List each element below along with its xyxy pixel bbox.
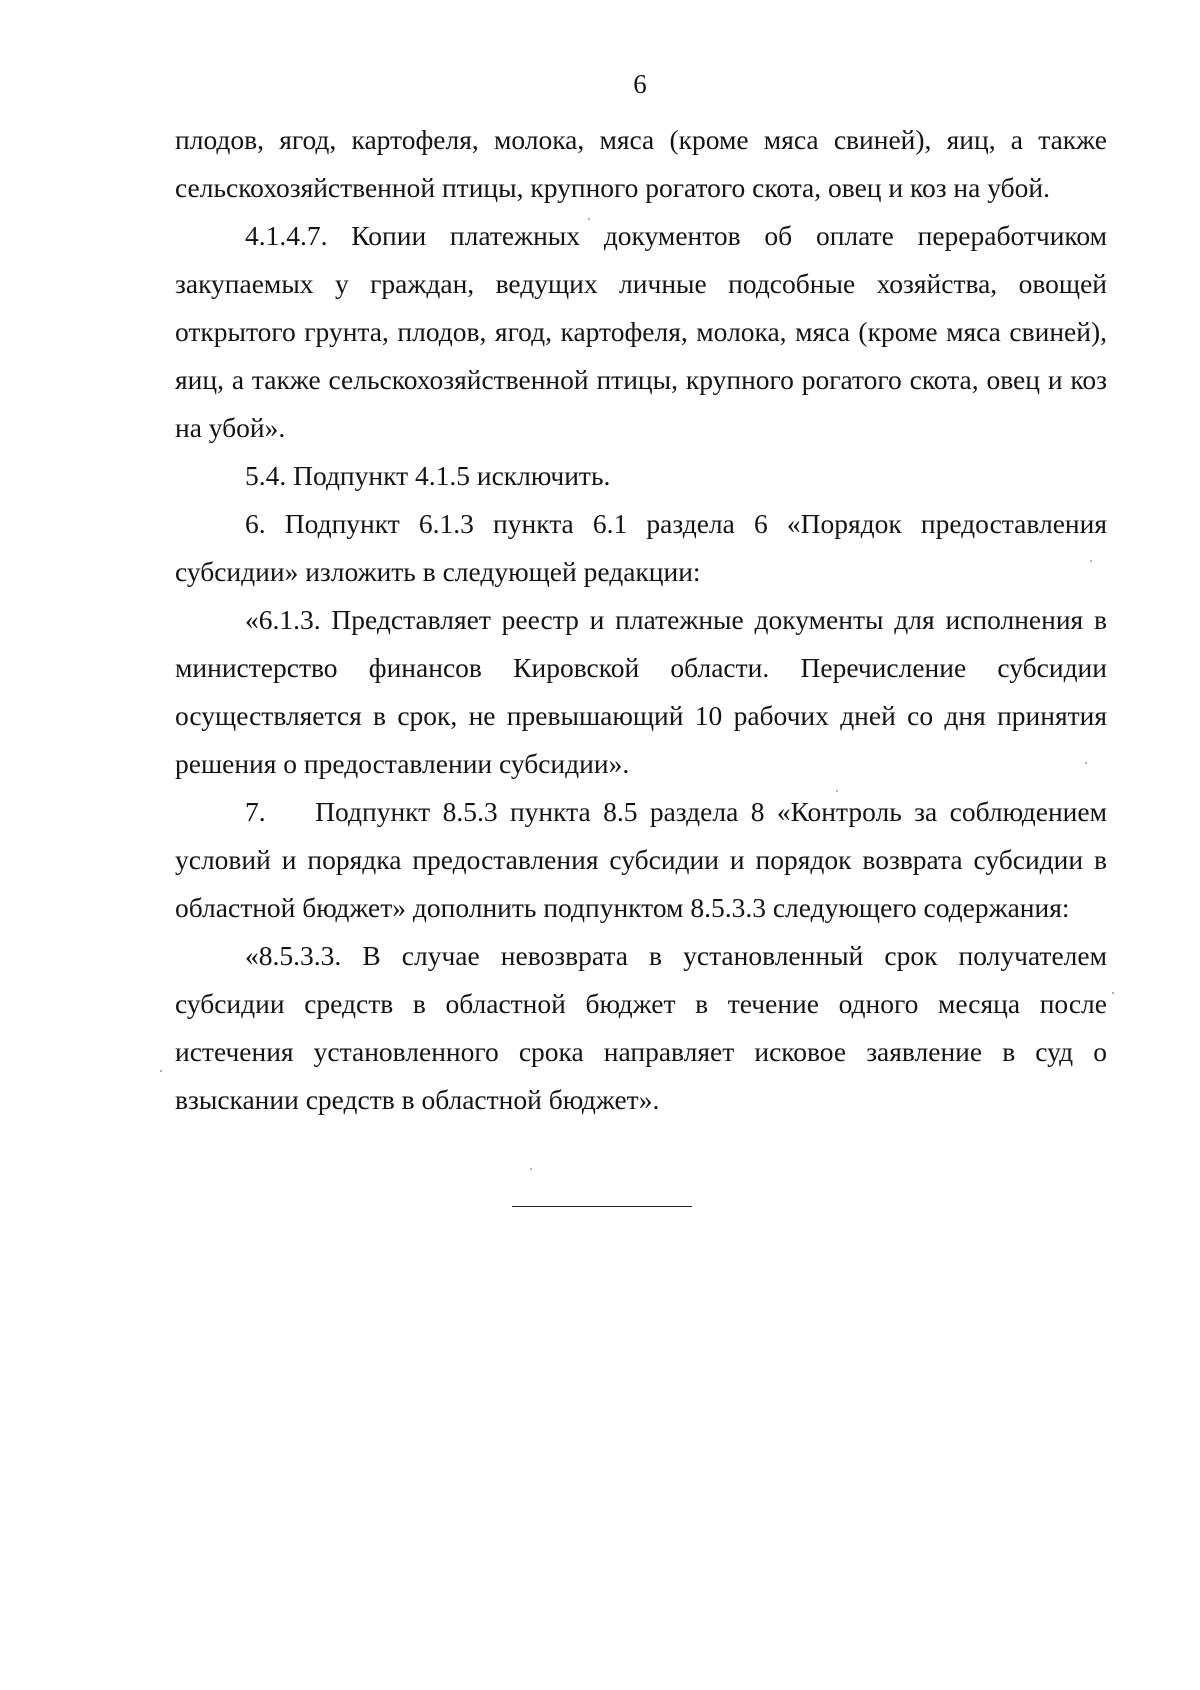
- paragraph-6-1-3-quote: «6.1.3. Представляет реестр и платежные документы для исполнения в министерство финансов Кировской области. Перечисление субсидии осуществляется в срок, не превышающий 10 рабочих дней со дня принятия решения о предоставлении субсидии».: [175, 604, 1107, 779]
- paragraph-6: 6. Подпункт 6.1.3 пункта 6.1 раздела 6 «Порядок предоставления субсидии» изложить в следующей редакции:: [175, 508, 1107, 587]
- paragraph-5-4: 5.4. Подпункт 4.1.5 исключить.: [245, 460, 611, 491]
- paragraph-4-1-4-7: 4.1.4.7. Копии платежных документов об оплате переработчиком закупаемых у граждан, ведущих личные подсобные хозяйства, овощей открытого грунта, плодов, ягод, картофеля, молока, мяса (кроме мяса свиней), яиц, а также сельскохозяйственной птицы, крупного рогатого скота, овец и коз на убой».: [175, 220, 1107, 443]
- scan-speck: [1085, 762, 1087, 764]
- paragraph-7: 7. Подпункт 8.5.3 пункта 8.5 раздела 8 «Контроль за соблюдением условий и порядка предоставления субсидии и порядок возврата субсидии в областной бюджет» дополнить подпунктом 8.5.3.3 следующего содержания:: [175, 796, 1114, 923]
- scan-speck: [530, 1168, 532, 1170]
- paragraph-continuation: плодов, ягод, картофеля, молока, мяса (кроме мяса свиней), яиц, а также сельскохозяйственной птицы, крупного рогатого скота, овец и коз на убой.: [175, 124, 1107, 203]
- scan-speck: [836, 790, 838, 792]
- scan-speck: [1090, 560, 1092, 562]
- scan-speck: [160, 1070, 162, 1072]
- closing-separator-line: [512, 1206, 692, 1207]
- scan-speck: [588, 218, 590, 220]
- paragraph-8-5-3-3-quote: «8.5.3.3. В случае невозврата в установленный срок получателем субсидии средств в областной бюджет в течение одного месяца после истечения установленного срока направляет исковое заявление в суд о взыскании средств в областной бюджет».: [175, 940, 1107, 1115]
- document-body: [175, 116, 1114, 1124]
- page-number: 6: [633, 69, 647, 99]
- scan-speck: [1112, 992, 1114, 994]
